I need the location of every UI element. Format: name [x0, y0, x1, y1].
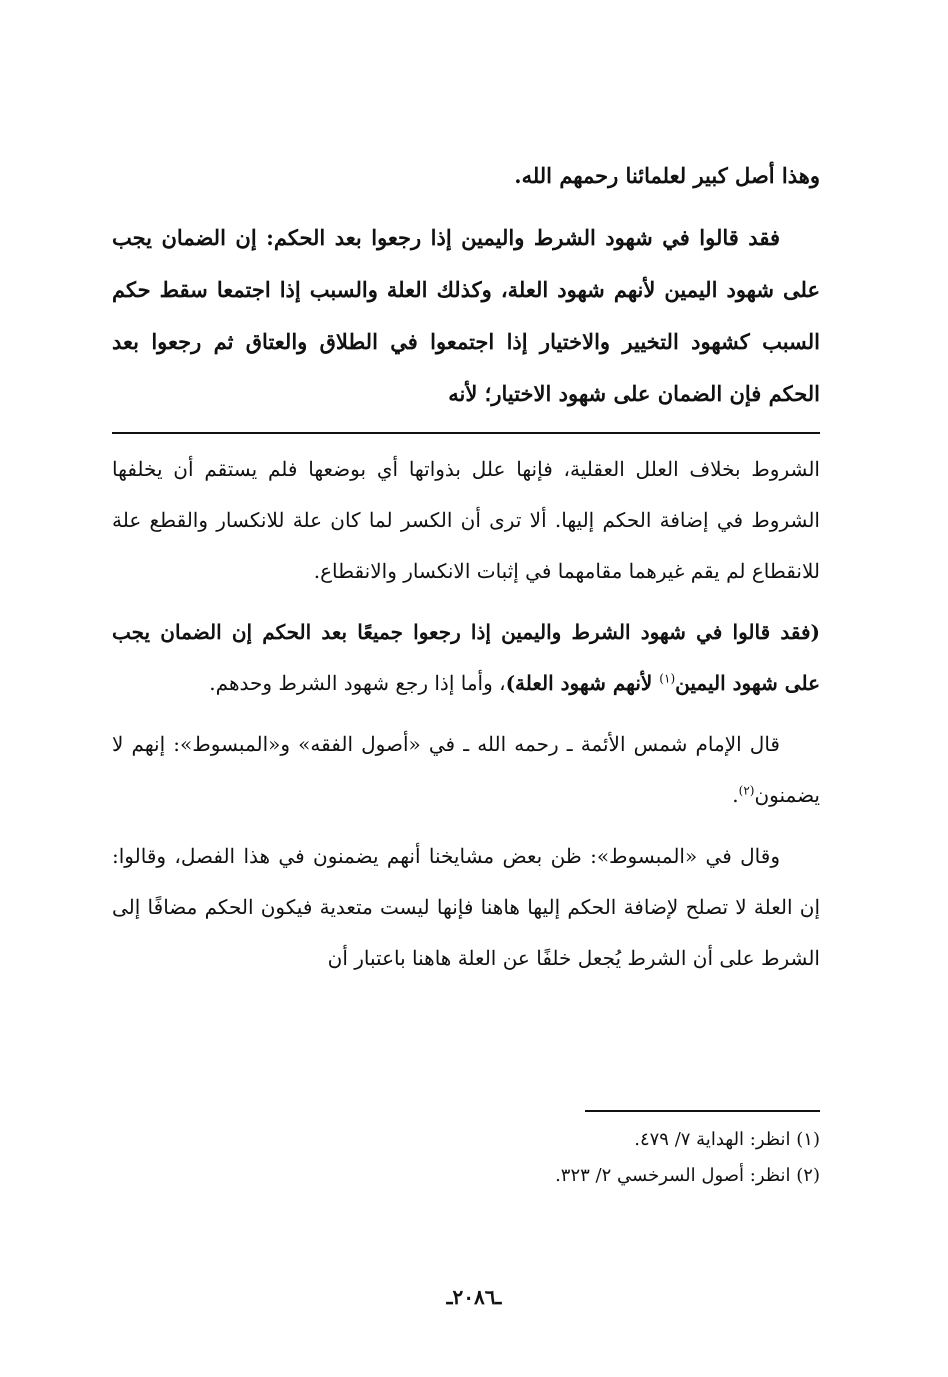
quoted-text-end: لأنهم شهود العلة)	[505, 671, 660, 695]
footnote-1: (١) انظر: الهداية ٧/ ٤٧٩.	[634, 1129, 820, 1150]
commentary-paragraph-4: وقال في «المبسوط»: ظن بعض مشايخنا أنهم يضمنون في هذا الفصل، وقالوا: إن العلة لا تصلح لإضافة الحكم إليها هاهنا فإنها ليست متعدية فيكون الحكم مضافًا إلى الشرط على أن الشرط يُجعل خلفًا عن العلة هاهنا باعتبار أن	[112, 844, 820, 970]
commentary-paragraph-1: الشروط بخلاف العلل العقلية، فإنها علل بذواتها أي بوضعها فلم يستقم أن يخلفها الشروط في إضافة الحكم إليها. ألا ترى أن الكسر لما كان علة للانكسار والقطع علة للانقطاع لم يقم غيرهما مقامهما في إثبات الانكسار والانقطاع.	[112, 457, 820, 583]
main-paragraph-1: وهذا أصل كبير لعلمائنا رحمهم الله.	[514, 163, 820, 188]
footnote-ref-1: (١)	[659, 671, 676, 686]
commentary-text: قال الإمام شمس الأئمة ـ رحمه الله ـ في «أصول الفقه» و«المبسوط»: إنهم لا يضمنون	[112, 732, 820, 807]
page-number: ـ٢٠٨٦ـ	[446, 1285, 502, 1309]
section-divider	[112, 432, 820, 434]
footnote-2: (٢) انظر: أصول السرخسي ٢/ ٣٢٣.	[555, 1165, 820, 1186]
quoted-text: (فقد قالوا في شهود الشرط واليمين إذا رجعوا جميعًا بعد الحكم إن الضمان يجب على شهود اليمين	[112, 620, 820, 695]
footnote-rule	[585, 1110, 820, 1112]
main-text	[112, 150, 820, 420]
footnote-ref-2: (٢)	[738, 783, 755, 798]
commentary-paragraph-2	[112, 607, 820, 709]
commentary-text-rest: ، وأما إذا رجع شهود الشرط وحدهم.	[209, 671, 506, 695]
footnotes	[112, 1122, 820, 1194]
commentary-text	[112, 444, 820, 984]
main-paragraph-2: فقد قالوا في شهود الشرط واليمين إذا رجعوا بعد الحكم: إن الضمان يجب على شهود اليمين لأنهم شهود العلة، وكذلك العلة والسبب إذا اجتمعا سقط حكم السبب كشهود التخيير والاختيار إذا اجتمعوا في الطلاق والعتاق ثم رجعوا بعد الحكم فإن الضمان على شهود الاختيار؛ لأنه	[112, 225, 820, 406]
commentary-paragraph-3	[112, 719, 820, 821]
commentary-text-end: .	[732, 783, 739, 807]
